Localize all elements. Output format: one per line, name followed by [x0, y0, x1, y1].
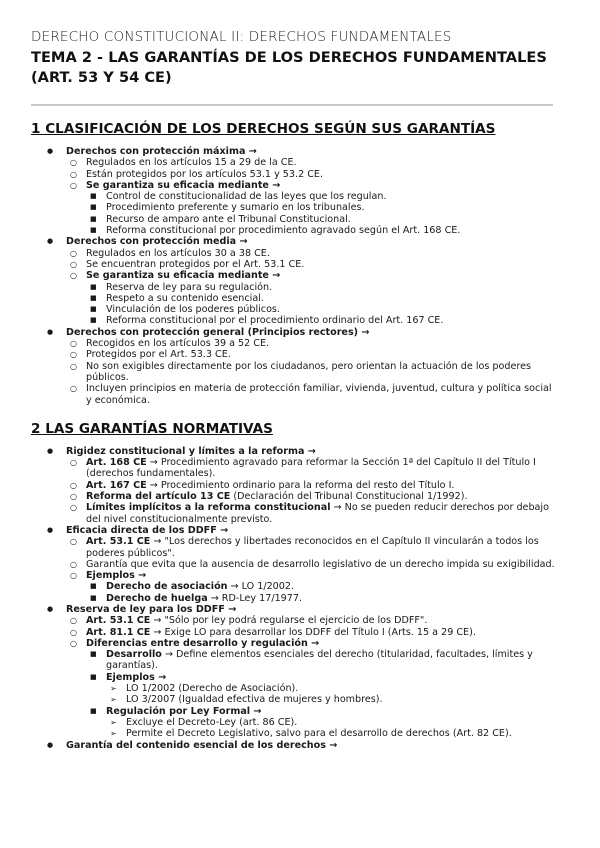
- list-item: ■ Respeto a su contenido esencial.: [106, 293, 560, 304]
- list-item: ➢ LO 1/2002 (Derecho de Asociación).: [126, 683, 560, 694]
- list-item: ● Garantía del contenido esencial de los derechos →: [31, 740, 560, 751]
- list-item: ■ Control de constitucionalidad de las leyes que los regulan.: [106, 191, 560, 202]
- list-item: ○ Art. 53.1 CE → "Sólo por ley podrá regularse el ejercicio de los DDFF".: [86, 615, 560, 626]
- list-item: ■ Reforma constitucional por el procedimiento ordinario del Art. 167 CE.: [106, 315, 560, 326]
- list-item: ■ Derecho de huelga → RD-Ley 17/1977.: [106, 593, 560, 604]
- list-item: ● Reserva de ley para los DDFF → ○ Art. 53.1 CE → "Sólo por ley podrá regularse el ejercicio de los DDFF". ○ Art. 81.1 CE → Exige LO para desarrollar los DDFF del Título I (Arts. 15 a 29 CE). ○ Diferencias entre desarrollo y regulación → ■ Desarrollo → Define elementos esenciales del derecho (titularidad, facultades, límites y garantías). ■ Ejemplos → ➢ LO 1/2002 (Derecho de Asociación). ➢ LO 3/2007 (Igualdad efectiva de mujeres y hombres). ■ Regulación por Ley Formal → ➢ Excluye el Decreto-Ley (art. 86 CE). ➢ Permite el Decreto Legislativo, salvo para el desarrollo de derechos (Art. 82 CE).: [31, 604, 560, 740]
- list-item: ■ Vinculación de los poderes públicos.: [106, 304, 560, 315]
- list-item: ○ Están protegidos por los artículos 53.1 y 53.2 CE.: [86, 169, 560, 180]
- list-item: ○ Se garantiza su eficacia mediante → ■ Control de constitucionalidad de las leyes que los regulan. ■ Procedimiento preferente y sumario en los tribunales. ■ Recurso de amparo ante el Tribunal Constitucional. ■ Reforma constitucional por procedimiento agravado según el Art. 168 CE.: [86, 180, 560, 236]
- section-2-list: [31, 446, 560, 751]
- list-item: ■ Ejemplos → ➢ LO 1/2002 (Derecho de Asociación). ➢ LO 3/2007 (Igualdad efectiva de mujeres y hombres).: [106, 672, 560, 706]
- list-item: ■ Reserva de ley para su regulación.: [106, 282, 560, 293]
- section-heading-2: 2 LAS GARANTÍAS NORMATIVAS: [31, 420, 273, 437]
- list-item: ● Derechos con protección general (Principios rectores) → ○ Recogidos en los artículos 39 a 52 CE. ○ Protegidos por el Art. 53.3 CE. ○ No son exigibles directamente por los ciudadanos, pero orientan la actuación de los poderes públicos. ○ Incluyen principios en materia de protección familiar, vivienda, juventud, cultura y política social y económica.: [31, 327, 560, 406]
- list-item: ○ Art. 81.1 CE → Exige LO para desarrollar los DDFF del Título I (Arts. 15 a 29 CE).: [86, 627, 560, 638]
- list-item: ○ Incluyen principios en materia de protección familiar, vivienda, juventud, cultura y política social y económica.: [86, 383, 560, 406]
- list-item: ○ Art. 168 CE → Procedimiento agravado para reformar la Sección 1ª del Capítulo II del Título I (derechos fundamentales).: [86, 457, 560, 480]
- list-item: ○ Regulados en los artículos 30 a 38 CE.: [86, 248, 560, 259]
- list-item: ○ Protegidos por el Art. 53.3 CE.: [86, 349, 560, 360]
- list-item: ● Rigidez constitucional y límites a la reforma → ○ Art. 168 CE → Procedimiento agravado para reformar la Sección 1ª del Capítulo II del Título I (derechos fundamentales). ○ Art. 167 CE → Procedimiento ordinario para la reforma del resto del Título I. ○ Reforma del artículo 13 CE (Declaración del Tribunal Constitucional 1/1992). ○ Límites implícitos a la reforma constitucional → No se pueden reducir derechos por debajo del nivel constitucionalmente previsto.: [31, 446, 560, 525]
- list-item: ■ Procedimiento preferente y sumario en los tribunales.: [106, 202, 560, 213]
- course-name: DERECHO CONSTITUCIONAL II: DERECHOS FUNDAMENTALES: [31, 29, 452, 45]
- page-title: TEMA 2 - LAS GARANTÍAS DE LOS DERECHOS FUNDAMENTALES (ART. 53 Y 54 CE): [31, 49, 547, 86]
- list-item: ■ Desarrollo → Define elementos esenciales del derecho (titularidad, facultades, límites y garantías).: [106, 649, 560, 672]
- list-item: ■ Derecho de asociación → LO 1/2002.: [106, 581, 560, 592]
- list-item: ○ Se encuentran protegidos por el Art. 53.1 CE.: [86, 259, 560, 270]
- list-item: ● Eficacia directa de los DDFF → ○ Art. 53.1 CE → "Los derechos y libertades reconocidos en el Capítulo II vincularán a todos los poderes públicos". ○ Garantía que evita que la ausencia de desarrollo legislativo de un derecho impida su exigibilidad. ○ Ejemplos → ■ Derecho de asociación → LO 1/2002. ■ Derecho de huelga → RD-Ley 17/1977.: [31, 525, 560, 604]
- list-item: ■ Regulación por Ley Formal → ➢ Excluye el Decreto-Ley (art. 86 CE). ➢ Permite el Decreto Legislativo, salvo para el desarrollo de derechos (Art. 82 CE).: [106, 706, 560, 740]
- list-item: ➢ LO 3/2007 (Igualdad efectiva de mujeres y hombres).: [126, 694, 560, 705]
- list-item: ○ Se garantiza su eficacia mediante → ■ Reserva de ley para su regulación. ■ Respeto a su contenido esencial. ■ Vinculación de los poderes públicos. ■ Reforma constitucional por el procedimiento ordinario del Art. 167 CE.: [86, 270, 560, 326]
- list-item: ■ Reforma constitucional por procedimiento agravado según el Art. 168 CE.: [106, 225, 560, 236]
- section-heading-1: 1 CLASIFICACIÓN DE LOS DERECHOS SEGÚN SUS GARANTÍAS: [31, 121, 496, 137]
- section-1-list: [31, 146, 560, 406]
- list-item: ● Derechos con protección media → ○ Regulados en los artículos 30 a 38 CE. ○ Se encuentran protegidos por el Art. 53.1 CE. ○ Se garantiza su eficacia mediante → ■ Reserva de ley para su regulación. ■ Respeto a su contenido esencial. ■ Vinculación de los poderes públicos. ■ Reforma constitucional por el procedimiento ordinario del Art. 167 CE.: [31, 236, 560, 326]
- list-item: ○ No son exigibles directamente por los ciudadanos, pero orientan la actuación de los poderes públicos.: [86, 361, 560, 384]
- list-item: ○ Regulados en los artículos 15 a 29 de la CE.: [86, 157, 560, 168]
- divider: [31, 104, 553, 106]
- list-item: ○ Reforma del artículo 13 CE (Declaración del Tribunal Constitucional 1/1992).: [86, 491, 560, 502]
- list-item: ○ Límites implícitos a la reforma constitucional → No se pueden reducir derechos por debajo del nivel constitucionalmente previsto.: [86, 502, 560, 525]
- list-item: ➢ Permite el Decreto Legislativo, salvo para el desarrollo de derechos (Art. 82 CE).: [126, 728, 560, 739]
- list-item: ○ Recogidos en los artículos 39 a 52 CE.: [86, 338, 560, 349]
- list-item: ● Derechos con protección máxima → ○ Regulados en los artículos 15 a 29 de la CE. ○ Están protegidos por los artículos 53.1 y 53.2 CE. ○ Se garantiza su eficacia mediante → ■ Control de constitucionalidad de las leyes que los regulan. ■ Procedimiento preferente y sumario en los tribunales. ■ Recurso de amparo ante el Tribunal Constitucional. ■ Reforma constitucional por procedimiento agravado según el Art. 168 CE.: [31, 146, 560, 236]
- list-item: ■ Recurso de amparo ante el Tribunal Constitucional.: [106, 214, 560, 225]
- list-item: ○ Diferencias entre desarrollo y regulación → ■ Desarrollo → Define elementos esenciales del derecho (titularidad, facultades, límites y garantías). ■ Ejemplos → ➢ LO 1/2002 (Derecho de Asociación). ➢ LO 3/2007 (Igualdad efectiva de mujeres y hombres). ■ Regulación por Ley Formal → ➢ Excluye el Decreto-Ley (art. 86 CE). ➢ Permite el Decreto Legislativo, salvo para el desarrollo de derechos (Art. 82 CE).: [86, 638, 560, 740]
- list-item: ○ Ejemplos → ■ Derecho de asociación → LO 1/2002. ■ Derecho de huelga → RD-Ley 17/1977.: [86, 570, 560, 604]
- list-item: ○ Art. 53.1 CE → "Los derechos y libertades reconocidos en el Capítulo II vincularán a todos los poderes públicos".: [86, 536, 560, 559]
- list-item: ➢ Excluye el Decreto-Ley (art. 86 CE).: [126, 717, 560, 728]
- list-item: ○ Garantía que evita que la ausencia de desarrollo legislativo de un derecho impida su exigibilidad.: [86, 559, 560, 570]
- list-item: ○ Art. 167 CE → Procedimiento ordinario para la reforma del resto del Título I.: [86, 480, 560, 491]
